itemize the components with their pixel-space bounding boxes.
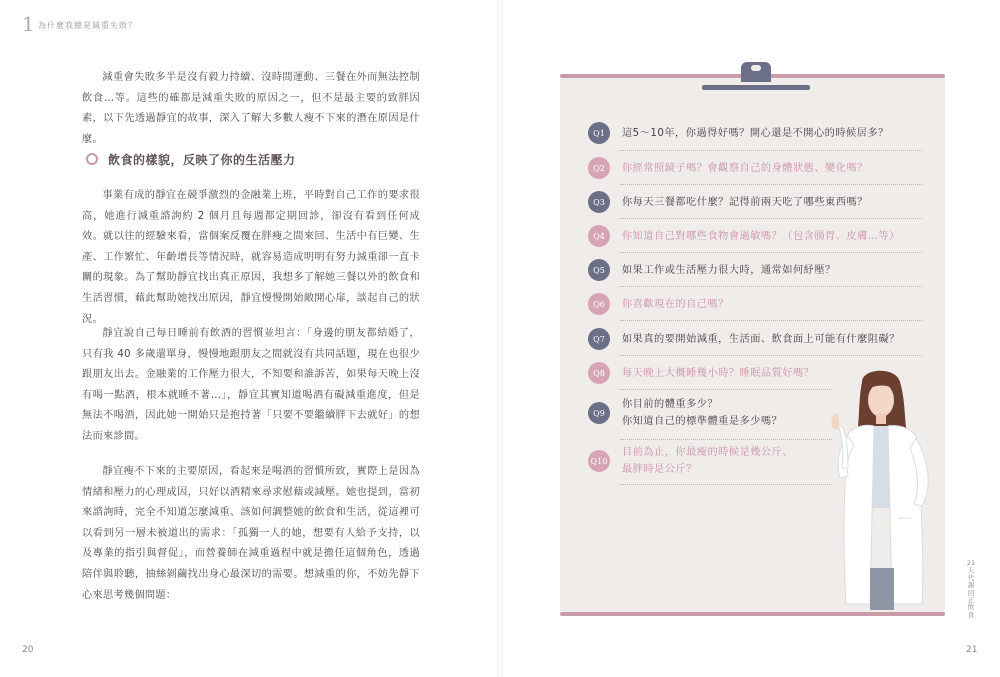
question-text: 每天晚上大概睡幾小時？睡眠品質好嗎？	[622, 367, 815, 379]
chapter-number: 1	[22, 12, 35, 36]
section-title: 飲食的樣貌，反映了你的生活壓力	[108, 152, 296, 167]
body-paragraph-1: 事業有成的靜宜在競爭激烈的金融業上班，平時對自己工作的要求很高，她進行減重諮詢約 2 個月且每週都定期回診，卻沒有看到任何成效。就以往的經驗來看，當個案反覆在胖瘦之間來回、生活中有巨變、生產、工作繁忙、年齡增長等情況時，就容易造成明明有努力減重卻一直卡關的現象。為了幫助靜宜找出真正原因，我想多了解她三餐以外的飲食和生活習慣，藉此幫助她找出原因，靜宜慢慢開始敞開心扉，談起自己的狀況。	[82, 190, 420, 325]
intro-paragraph: 減重會失敗多半是沒有毅力持續、沒時間運動、三餐在外而無法控制飲食…等。這些的確都是減重失敗的原因之一，但不是最主要的致胖因素，以下先透過靜宜的故事，深入了解大多數人瘦不下來的潛在原因是什麼。	[82, 72, 420, 145]
question-badge: Q2	[588, 157, 610, 179]
question-text: 如果真的要開始減重，生活面、飲食面上可能有什麼阻礙？	[622, 333, 900, 345]
dotted-divider	[620, 150, 922, 151]
circle-bullet-icon	[86, 153, 98, 165]
clipboard-clip-hole	[751, 65, 761, 71]
question-badge: Q3	[588, 191, 610, 213]
question-q3	[588, 191, 918, 213]
page-number-left: 20	[22, 645, 34, 655]
question-text	[622, 444, 793, 478]
question-q7	[588, 328, 918, 350]
question-badge: Q5	[588, 259, 610, 281]
question-q4	[588, 225, 918, 247]
dotted-divider	[620, 484, 832, 485]
question-badge: Q7	[588, 328, 610, 350]
clipboard-clip-base	[702, 85, 810, 90]
dotted-divider	[620, 355, 922, 356]
question-text	[622, 396, 782, 430]
question-q2	[588, 157, 918, 179]
chapter-title: 為什麼我總是減重失敗？	[38, 21, 137, 30]
question-text: 你每天三餐都吃什麼？記得前兩天吃了哪些東西嗎？	[622, 196, 868, 208]
question-badge: Q1	[588, 122, 610, 144]
body-paragraph-3: 靜宜瘦不下來的主要原因，看起來是喝酒的習慣所致，實際上是因為情緒和壓力的心理成因，只好以酒精來尋求慰藉或減壓。她也提到，當初來諮詢時，完全不知道怎麼減重、該如何調整她的飲食和生活，從這裡可以看到另一層未被道出的需求：「孤獨一人的她，想要有人給予支持，以及專業的指引與督促」，而營養師在減重過程中就是擔任這個角色，透過陪伴與聆聽，抽絲剝繭找出身心最深切的需要。想減重的你，不妨先靜下心來思考幾個問題：	[82, 466, 420, 601]
question-text-line2: 最胖時是公斤？	[622, 464, 697, 475]
page-number-right: 21	[966, 645, 978, 655]
section-heading	[86, 148, 296, 170]
question-badge: Q6	[588, 293, 610, 315]
nutritionist-photo	[826, 368, 938, 614]
question-badge: Q9	[588, 402, 610, 424]
dotted-divider	[620, 218, 922, 219]
book-spine	[497, 0, 503, 677]
question-q5	[588, 259, 918, 281]
question-text: 如果工作或生活壓力很大時，通常如何紓壓？	[622, 264, 836, 276]
dotted-divider	[620, 184, 922, 185]
question-badge: Q4	[588, 225, 610, 247]
body-paragraph-2: 靜宜說自己每日睡前有飲酒的習慣並坦言：「身邊的朋友都結婚了，只有我 40 多歲還單身，慢慢地跟朋友之間就沒有共同話題，現在也很少跟朋友出去。金融業的工作壓力很大，不知要和誰訴苦，如果每天晚上沒有喝一點酒，根本就睡不著…」，靜宜其實知道喝酒有礙減重進度，但是無法不喝酒，因此她一開始只是抱持著「只要不要繼續胖下去就好」的想法而來診間。	[82, 328, 420, 442]
question-text: 你喜歡現在的自己嗎？	[622, 298, 729, 310]
question-text-line2: 你知道自己的標準體重是多少嗎？	[622, 416, 783, 427]
question-badge: Q10	[588, 450, 610, 472]
question-badge: Q8	[588, 362, 610, 384]
vertical-book-title: 21天代謝回正飲食	[966, 559, 976, 619]
dotted-divider	[620, 320, 922, 321]
dotted-divider	[620, 389, 832, 390]
question-q1	[588, 122, 918, 144]
question-text: 這5～10年，你過得好嗎？開心還是不開心的時候居多？	[622, 127, 889, 139]
question-q6	[588, 293, 918, 315]
dotted-divider	[620, 286, 922, 287]
question-text: 你知道自己對哪些食物會過敏嗎？（包含腸胃、皮膚…等）	[622, 230, 900, 242]
question-text-line1: 目前為止，你最瘦的時候是幾公斤、	[622, 447, 793, 458]
question-text: 你經常照鏡子嗎？會觀察自己的身體狀態、變化嗎？	[622, 162, 868, 174]
dotted-divider	[620, 439, 832, 440]
question-text-line1: 你目前的體重多少？	[622, 399, 719, 410]
dotted-divider	[620, 252, 922, 253]
